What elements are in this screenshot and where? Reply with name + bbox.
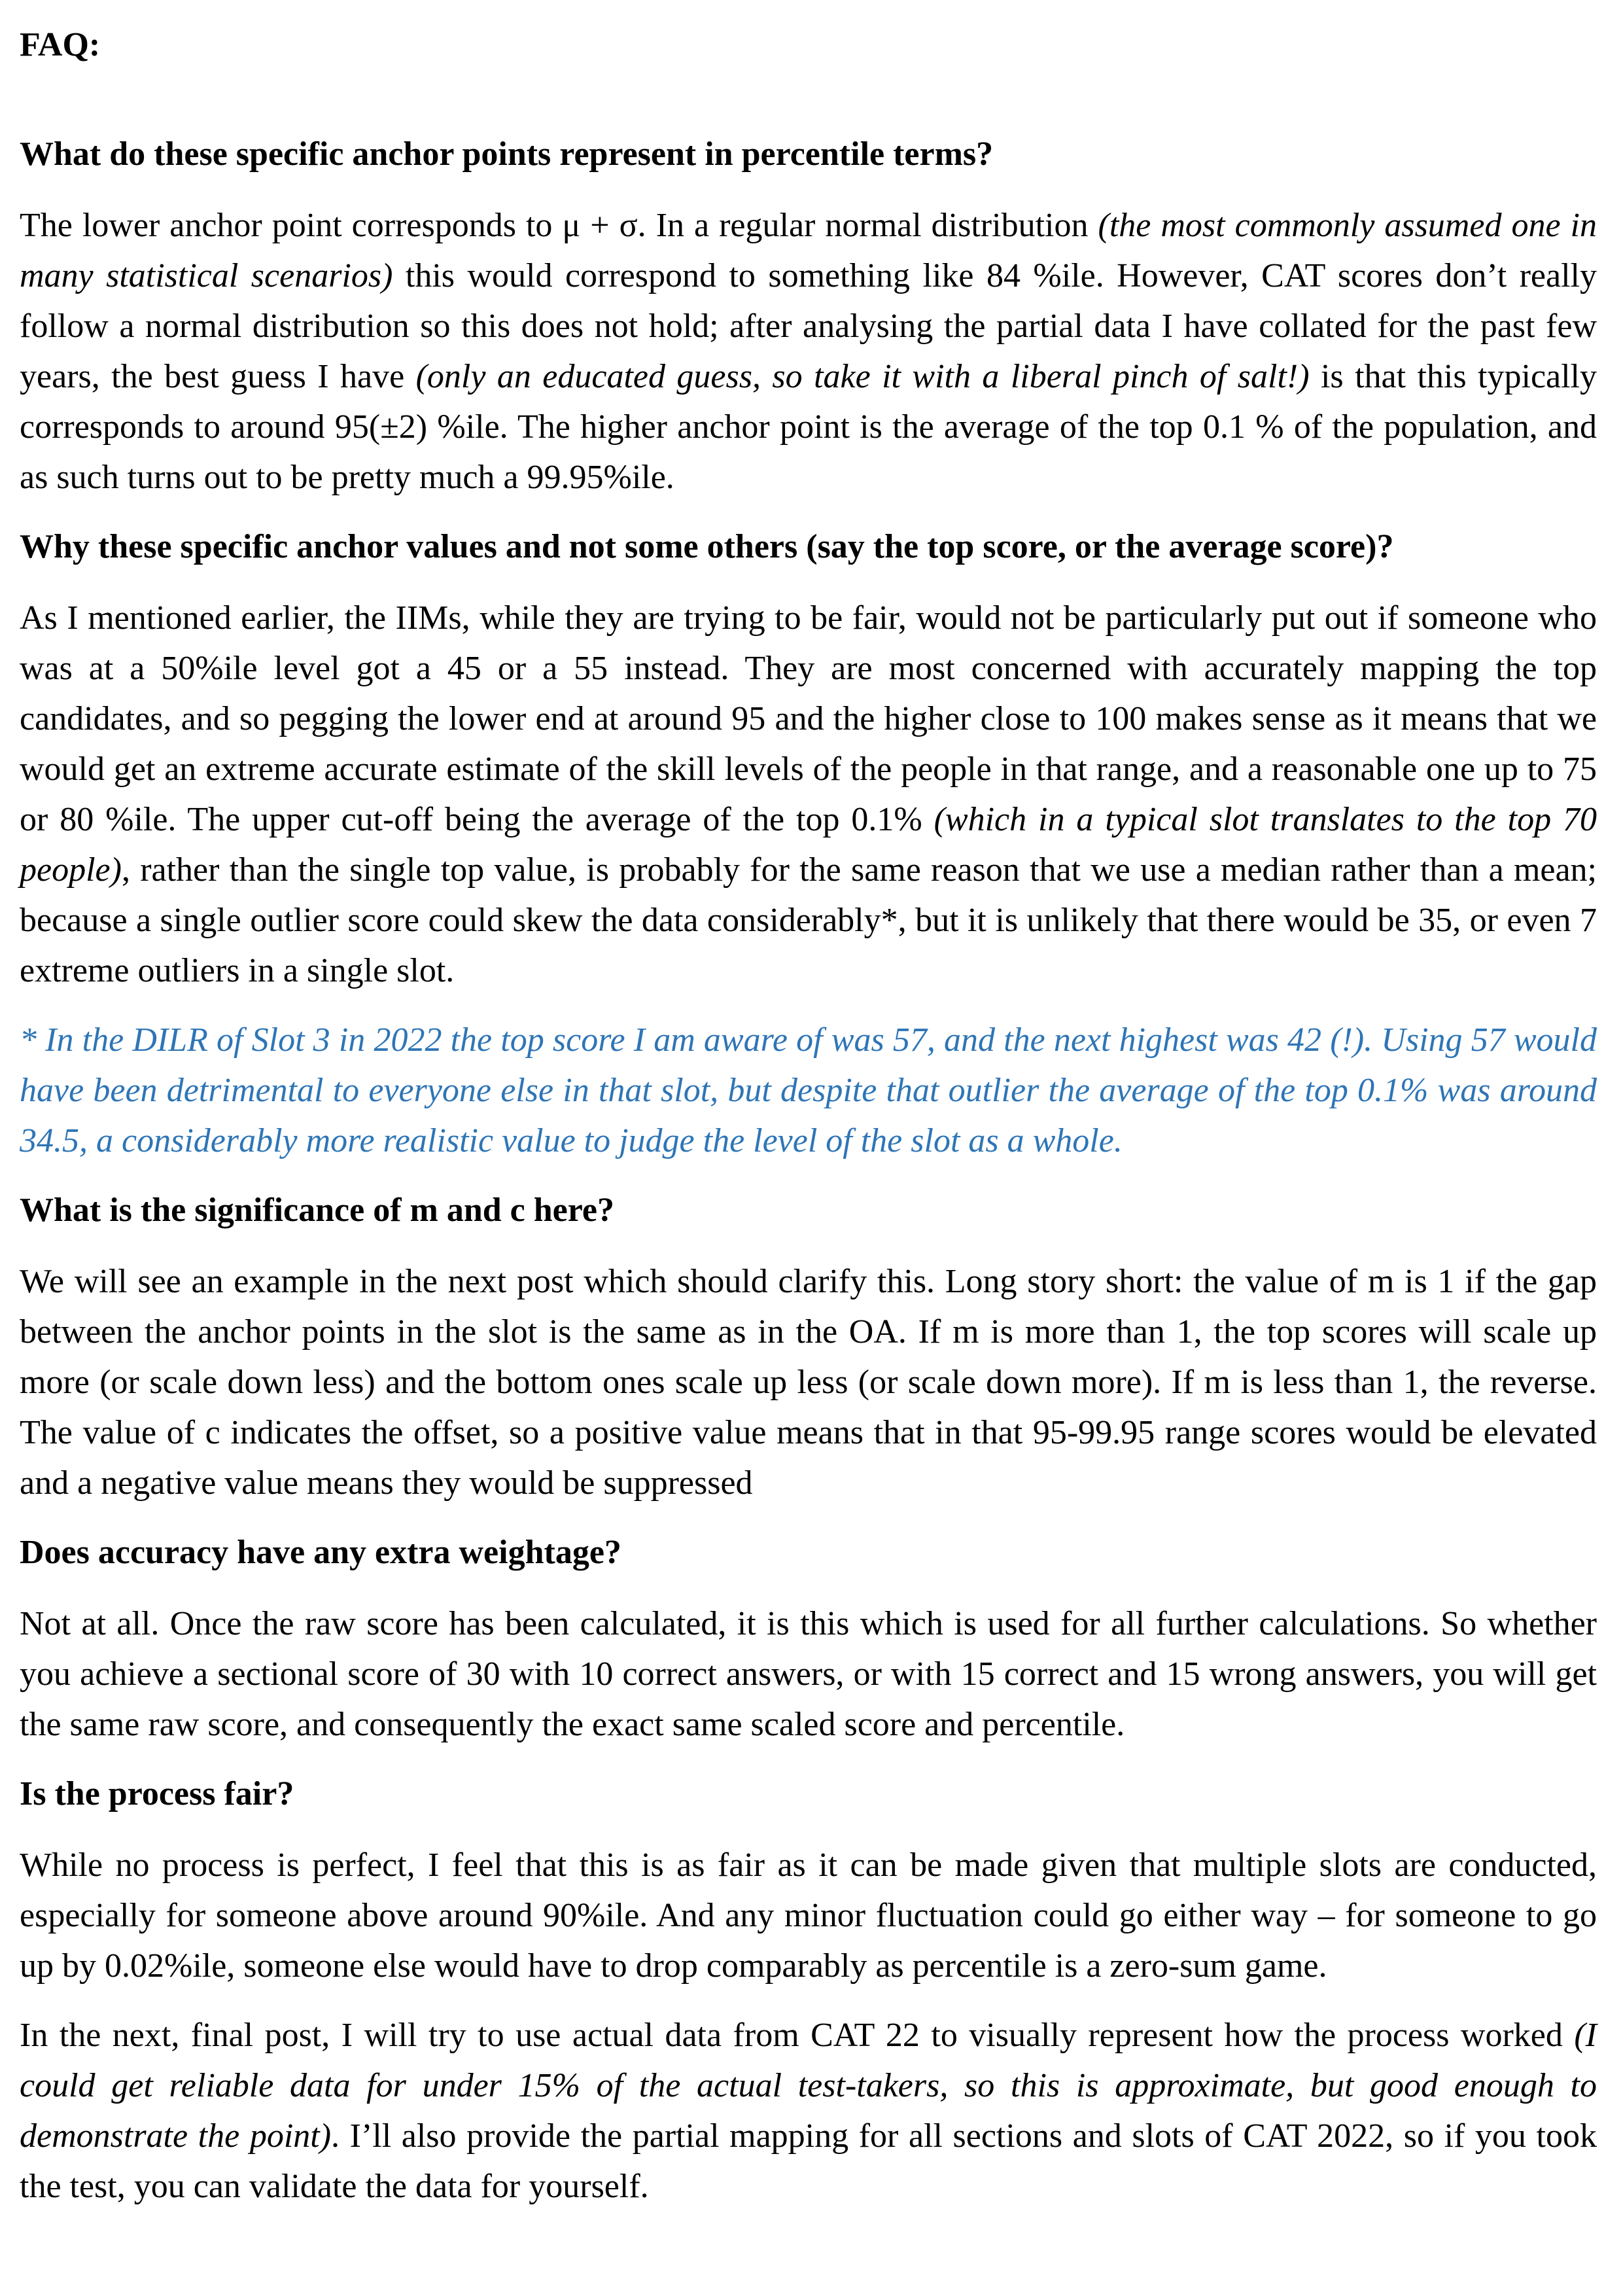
faq-title: FAQ:: [20, 26, 101, 63]
answer-paragraph: [20, 1256, 1597, 1508]
question-heading: What do these specific anchor points represent in percentile terms?: [20, 135, 994, 173]
question-heading: Why these specific anchor values and not some others (say the top score, or the average score)?: [20, 528, 1394, 565]
answer-italic-text: (I could get reliable data for under 15% of the actual test-takers, so this is approximate, but good enough to demonstrate the point): [20, 2017, 1597, 2155]
answer-italic-text: (only an educated guess, so take it with a liberal pinch of salt!): [415, 358, 1310, 395]
closing-paragraph: [20, 2010, 1597, 2212]
question-heading: Is the process fair?: [20, 1775, 294, 1812]
answer-text: . I’ll also provide the partial mapping for all sections and slots of CAT 2022, so if you took the test, you can validate the data for yourself.: [20, 2117, 1597, 2205]
answer-text: this would correspond to something like 84 %ile. However, CAT scores don’t really follow a normal distribution so this does not hold; after analysing the partial data I have collated for the past few years, the best guess I have: [20, 257, 1597, 395]
answer-text: Not at all. Once the raw score has been calculated, it is this which is used for all further calculations. So whether you achieve a sectional score of 30 with 10 correct answers, or with 15 correct and 15 wrong answers, you will get the same raw score, and consequently the exact same scaled score and percentile.: [20, 1605, 1597, 1743]
answer-text: In the next, final post, I will try to use actual data from CAT 22 to visually represent how the process worked: [20, 2017, 1575, 2054]
answer-paragraph: [20, 200, 1597, 503]
question-heading: Does accuracy have any extra weightage?: [20, 1534, 621, 1571]
answer-paragraph: [20, 1840, 1597, 1991]
answer-paragraph: [20, 1598, 1597, 1750]
answer-text: , rather than the single top value, is probably for the same reason that we use a median rather than a mean; because a single outlier score could skew the data considerably*, but it is unlikely that there would be 35, or even 7 extreme outliers in a single slot.: [20, 851, 1597, 989]
answer-italic-text: (which in a typical slot translates to the top 70 people): [20, 801, 1597, 889]
answer-italic-text: (the most commonly assumed one in many statistical scenarios): [20, 207, 1597, 294]
answer-text: is that this typically corresponds to around 95(±2) %ile. The higher anchor point is the average of the top 0.1 % of the population, and as such turns out to be pretty much a 99.95%ile.: [20, 358, 1597, 496]
answer-text: We will see an example in the next post which should clarify this. Long story short: the value of m is 1 if the gap between the anchor points in the slot is the same as in the OA. If m is more than 1, the top scores will scale up more (or scale down less) and the bottom ones scale up less (or scale down more). If m is less than 1, the reverse. The value of c indicates the offset, so a positive value means that in that 95-99.95 range scores would be elevated and a negative value means they would be suppressed: [20, 1263, 1597, 1502]
answer-paragraph: [20, 593, 1597, 996]
answer-text: The lower anchor point corresponds to μ + σ. In a regular normal distribution: [20, 207, 1098, 244]
question-heading: What is the significance of m and c here?: [20, 1192, 614, 1229]
answer-text: While no process is perfect, I feel that this is as fair as it can be made given that multiple slots are conducted, especially for someone above around 90%ile. And any minor fluctuation could go either way – for someone to go up by 0.02%ile, someone else would have to drop comparably as percentile is a zero-sum game.: [20, 1846, 1597, 1985]
footnote: * In the DILR of Slot 3 in 2022 the top score I am aware of was 57, and the next highest was 42 (!). Using 57 would have been detrimental to everyone else in that slot, but despite that outlier the average of the top 0.1% was around 34.5, a considerably more realistic value to judge the level of the slot as a whole.: [20, 1021, 1597, 1159]
answer-text: As I mentioned earlier, the IIMs, while they are trying to be fair, would not be particularly put out if someone who was at a 50%ile level got a 45 or a 55 instead. They are most concerned with accurately mapping the top candidates, and so pegging the lower end at around 95 and the higher close to 100 makes sense as it means that we would get an extreme accurate estimate of the skill levels of the people in that range, and a reasonable one up to 75 or 80 %ile. The upper cut-off being the average of the top 0.1%: [20, 599, 1597, 838]
